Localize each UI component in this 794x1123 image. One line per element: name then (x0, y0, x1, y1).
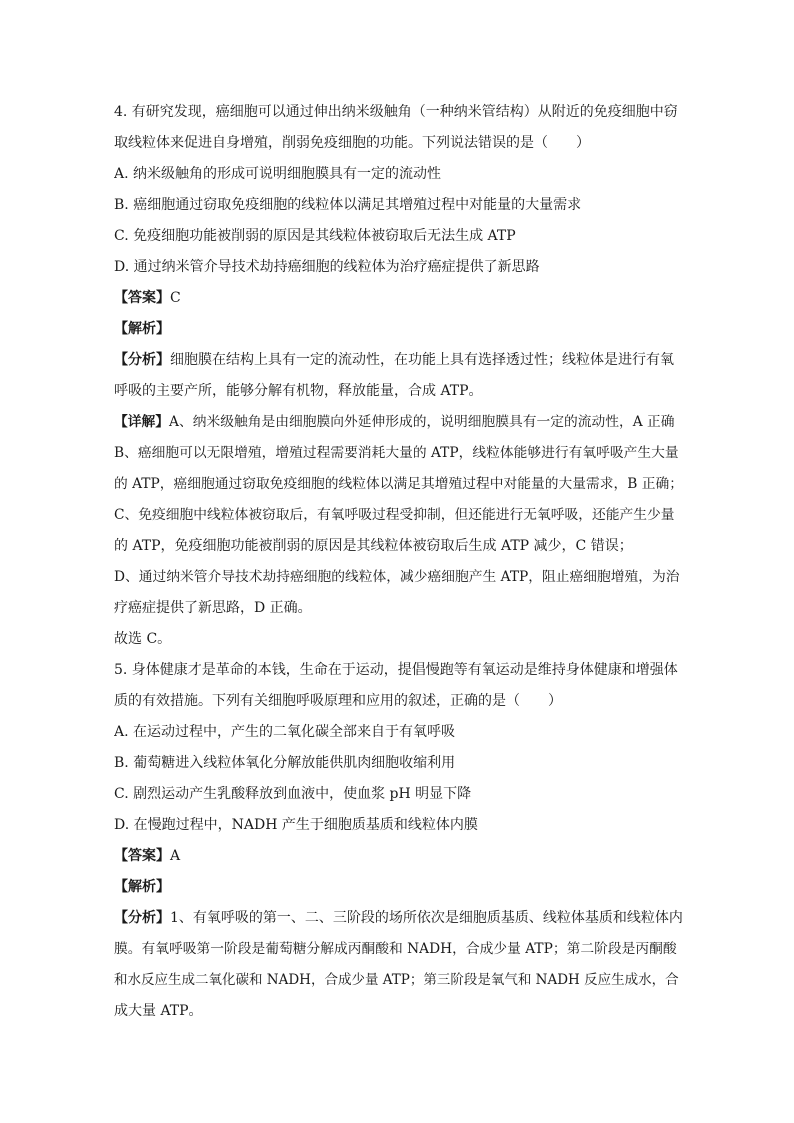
q4-xiangjie-line-1 (114, 407, 684, 438)
answer-tag: 【答案】 (114, 290, 170, 306)
q5-fenxi-line-3: 和水反应生成二氧化碳和 NADH，合成少量 ATP；第三阶段是氧气和 NADH 反应生成水，合 (114, 972, 679, 988)
q5-fenxi-line-4: 成大量 ATP。 (114, 1003, 203, 1019)
q5-fenxi-line-2: 膜。有氧呼吸第一阶段是葡萄糖分解成丙酮酸和 NADH，合成少量 ATP；第二阶段是丙酮酸 (114, 941, 677, 957)
q4-answer (114, 283, 684, 314)
q5-option-d: D. 在慢跑过程中，NADH 产生于细胞质基质和线粒体内膜 (114, 817, 478, 833)
document-content (114, 97, 684, 1027)
fenxi-text: 细胞膜在结构上具有一定的流动性，在功能上具有选择透过性；线粒体是进行有氧 (170, 352, 674, 368)
q4-conclusion: 故选 C。 (114, 631, 172, 647)
q4-option-c: C. 免疫细胞功能被削弱的原因是其线粒体被窃取后无法生成 ATP (114, 228, 516, 244)
q5-option-c: C. 剧烈运动产生乳酸释放到血液中，使血浆 pH 明显下降 (114, 786, 472, 802)
q4-analysis-heading (114, 314, 684, 345)
q4-option-b: B. 癌细胞通过窃取免疫细胞的线粒体以满足其增殖过程中对能量的大量需求 (114, 197, 582, 213)
q5-option-b: B. 葡萄糖进入线粒体氧化分解放能供肌肉细胞收缩利用 (114, 755, 456, 771)
q4-xiangjie-line-3: 的 ATP，癌细胞通过窃取免疫细胞的线粒体以满足其增殖过程中对能量的大量需求，B 正确； (114, 476, 683, 492)
q5-stem-line-1: 5. 身体健康才是革命的本钱，生命在于运动，提倡慢跑等有氧运动是维持身体健康和增强体 (114, 662, 678, 678)
q5-answer (114, 841, 684, 872)
analysis-tag: 【解析】 (114, 879, 170, 895)
question-5 (114, 655, 684, 1027)
q4-xiangjie-line-7: 疗癌症提供了新思路，D 正确。 (114, 600, 312, 616)
q4-xiangjie-line-5: 的 ATP，免疫细胞功能被削弱的原因是其线粒体被窃取后生成 ATP 减少，C 错误； (114, 538, 633, 554)
analysis-tag: 【解析】 (114, 321, 170, 337)
q4-option-a: A. 纳米级触角的形成可说明细胞膜具有一定的流动性 (114, 166, 442, 182)
q5-analysis-heading (114, 872, 684, 903)
xiangjie-tag: 【详解】 (114, 414, 170, 430)
q4-fenxi-line-1 (114, 345, 684, 376)
xiangjie-text: A、纳米级触角是由细胞膜向外延伸形成的，说明细胞膜具有一定的流动性，A 正确 (169, 414, 675, 430)
q5-option-a: A. 在运动过程中，产生的二氧化碳全部来自于有氧呼吸 (114, 724, 456, 740)
q5-fenxi-line-1 (114, 903, 684, 934)
q4-xiangjie-line-4: C、免疫细胞中线粒体被窃取后，有氧呼吸过程受抑制，但还能进行无氧呼吸，还能产生少量 (114, 507, 675, 523)
fenxi-text: 1、有氧呼吸的第一、二、三阶段的场所依次是细胞质基质、线粒体基质和线粒体内 (170, 910, 683, 926)
q4-xiangjie-line-6: D、通过纳米管介导技术劫持癌细胞的线粒体，减少癌细胞产生 ATP，阻止癌细胞增殖，为治 (114, 569, 680, 585)
question-4 (114, 97, 684, 655)
q4-fenxi-line-2: 呼吸的主要产所，能够分解有机物，释放能量，合成 ATP。 (114, 383, 483, 399)
q4-xiangjie-line-2: B、癌细胞可以无限增殖，增殖过程需要消耗大量的 ATP，线粒体能够进行有氧呼吸产生大量 (114, 445, 679, 461)
fenxi-tag: 【分析】 (114, 352, 170, 368)
q4-stem-line-1: 4. 有研究发现，癌细胞可以通过伸出纳米级触角（一种纳米管结构）从附近的免疫细胞中窃 (114, 104, 678, 120)
q4-option-d: D. 通过纳米管介导技术劫持癌细胞的线粒体为治疗癌症提供了新思路 (114, 259, 540, 275)
answer-value: A (170, 848, 181, 864)
q5-stem-line-2: 质的有效措施。下列有关细胞呼吸原理和应用的叙述，正确的是（ ） (114, 693, 562, 709)
answer-tag: 【答案】 (114, 848, 170, 864)
answer-value: C (170, 290, 181, 306)
fenxi-tag: 【分析】 (114, 910, 170, 926)
q4-stem-line-2: 取线粒体来促进自身增殖，削弱免疫细胞的功能。下列说法错误的是（ ） (114, 135, 590, 151)
